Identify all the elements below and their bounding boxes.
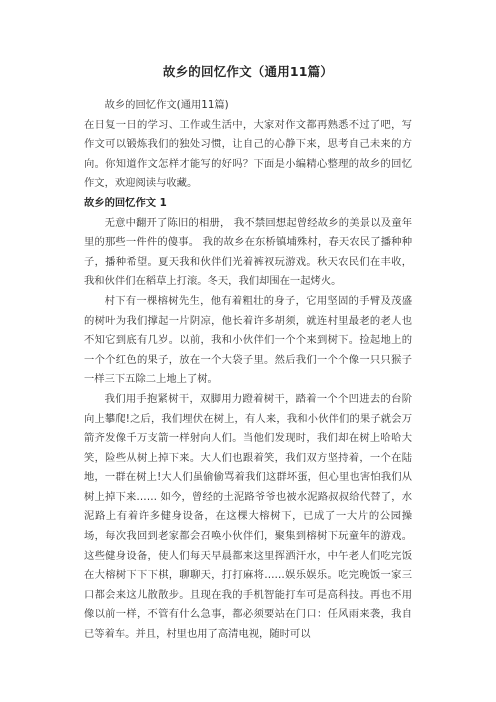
body-paragraph: 无意中翻开了陈旧的相册， 我不禁回想起曾经故乡的美景以及童年里的那些一件件的傻事。 我的故乡在东桥镇埔殊村，春天农民了播种种子，播种希望。夏天我和伙伴们光着裤衩玩游戏。秋天农民们在丰收，我和伙伴们在稻草上打滚。冬天，我们却围在一起烤火。	[84, 216, 412, 288]
section-heading: 故乡的回忆作文 1	[84, 196, 167, 209]
intro-paragraph: 在日复一日的学习、工作或生活中，大家对作文都再熟悉不过了吧，写作文可以锻炼我们的独处习惯，让自己的心静下来，思考自己未来的方向。你知道作文怎样才能写的好吗？下面是小编精心整理的故乡的回忆作文，欢迎阅读与收藏。	[84, 118, 412, 190]
document-body	[84, 96, 412, 645]
document-title: 故乡的回忆作文（通用11篇）	[162, 64, 334, 79]
body-paragraph: 我们用手抱紧树干，双脚用力蹬着树干，踏着一个个凹进去的台阶向上攀爬!之后，我们埋伏在树上，有人来，我和小伙伴们的果子就会万箭齐发像千万支箭一样射向人们。当他们发现时，我们却在树上哈哈大笑，险些从树上掉下来。大人们也跟着笑，我们双方坚持着，一个在陆地，一群在树上!大人们虽偷偷骂着我们这群坏蛋，但心里也害怕我们从树上掉下来…… 如今，曾经的土泥路爷爷也被水泥路叔叔给代替了，水泥路上有着许多健身设备，在这棵大榕树下，已成了一大片的公园操场，每次我回到老家都会召唤小伙伴们，聚集到榕树下玩童年的游戏。这些健身设备，使人们每天早晨都来这里挥洒汗水，中午老人们吃完饭在大榕树下下下棋，聊聊天，打打麻将……娱乐娱乐。吃完晚饭一家三口都会来这儿散散步。且现在我的手机智能打车可是高科技。再也不用像以前一样，不管有什么急事，都必须要站在门口：任风雨来袭，我自已等着车。并且，村里也用了高清电视，随时可以	[84, 392, 412, 641]
body-paragraph: 村下有一棵榕树先生，他有着粗壮的身子，它用坚固的手臂及茂盛的树叶为我们撑起一片阴凉，他长着许多胡须，就连村里最老的老人也不知它到底有几岁。以前，我和小伙伴们一个个来到树下。捡起地上的一个个红色的果子，放在一个大袋子里。然后我们一个个像一只只猴子一样三下五除二上地上了树。	[84, 294, 412, 386]
intro-subtitle: 故乡的回忆作文(通用11篇)	[104, 99, 229, 111]
